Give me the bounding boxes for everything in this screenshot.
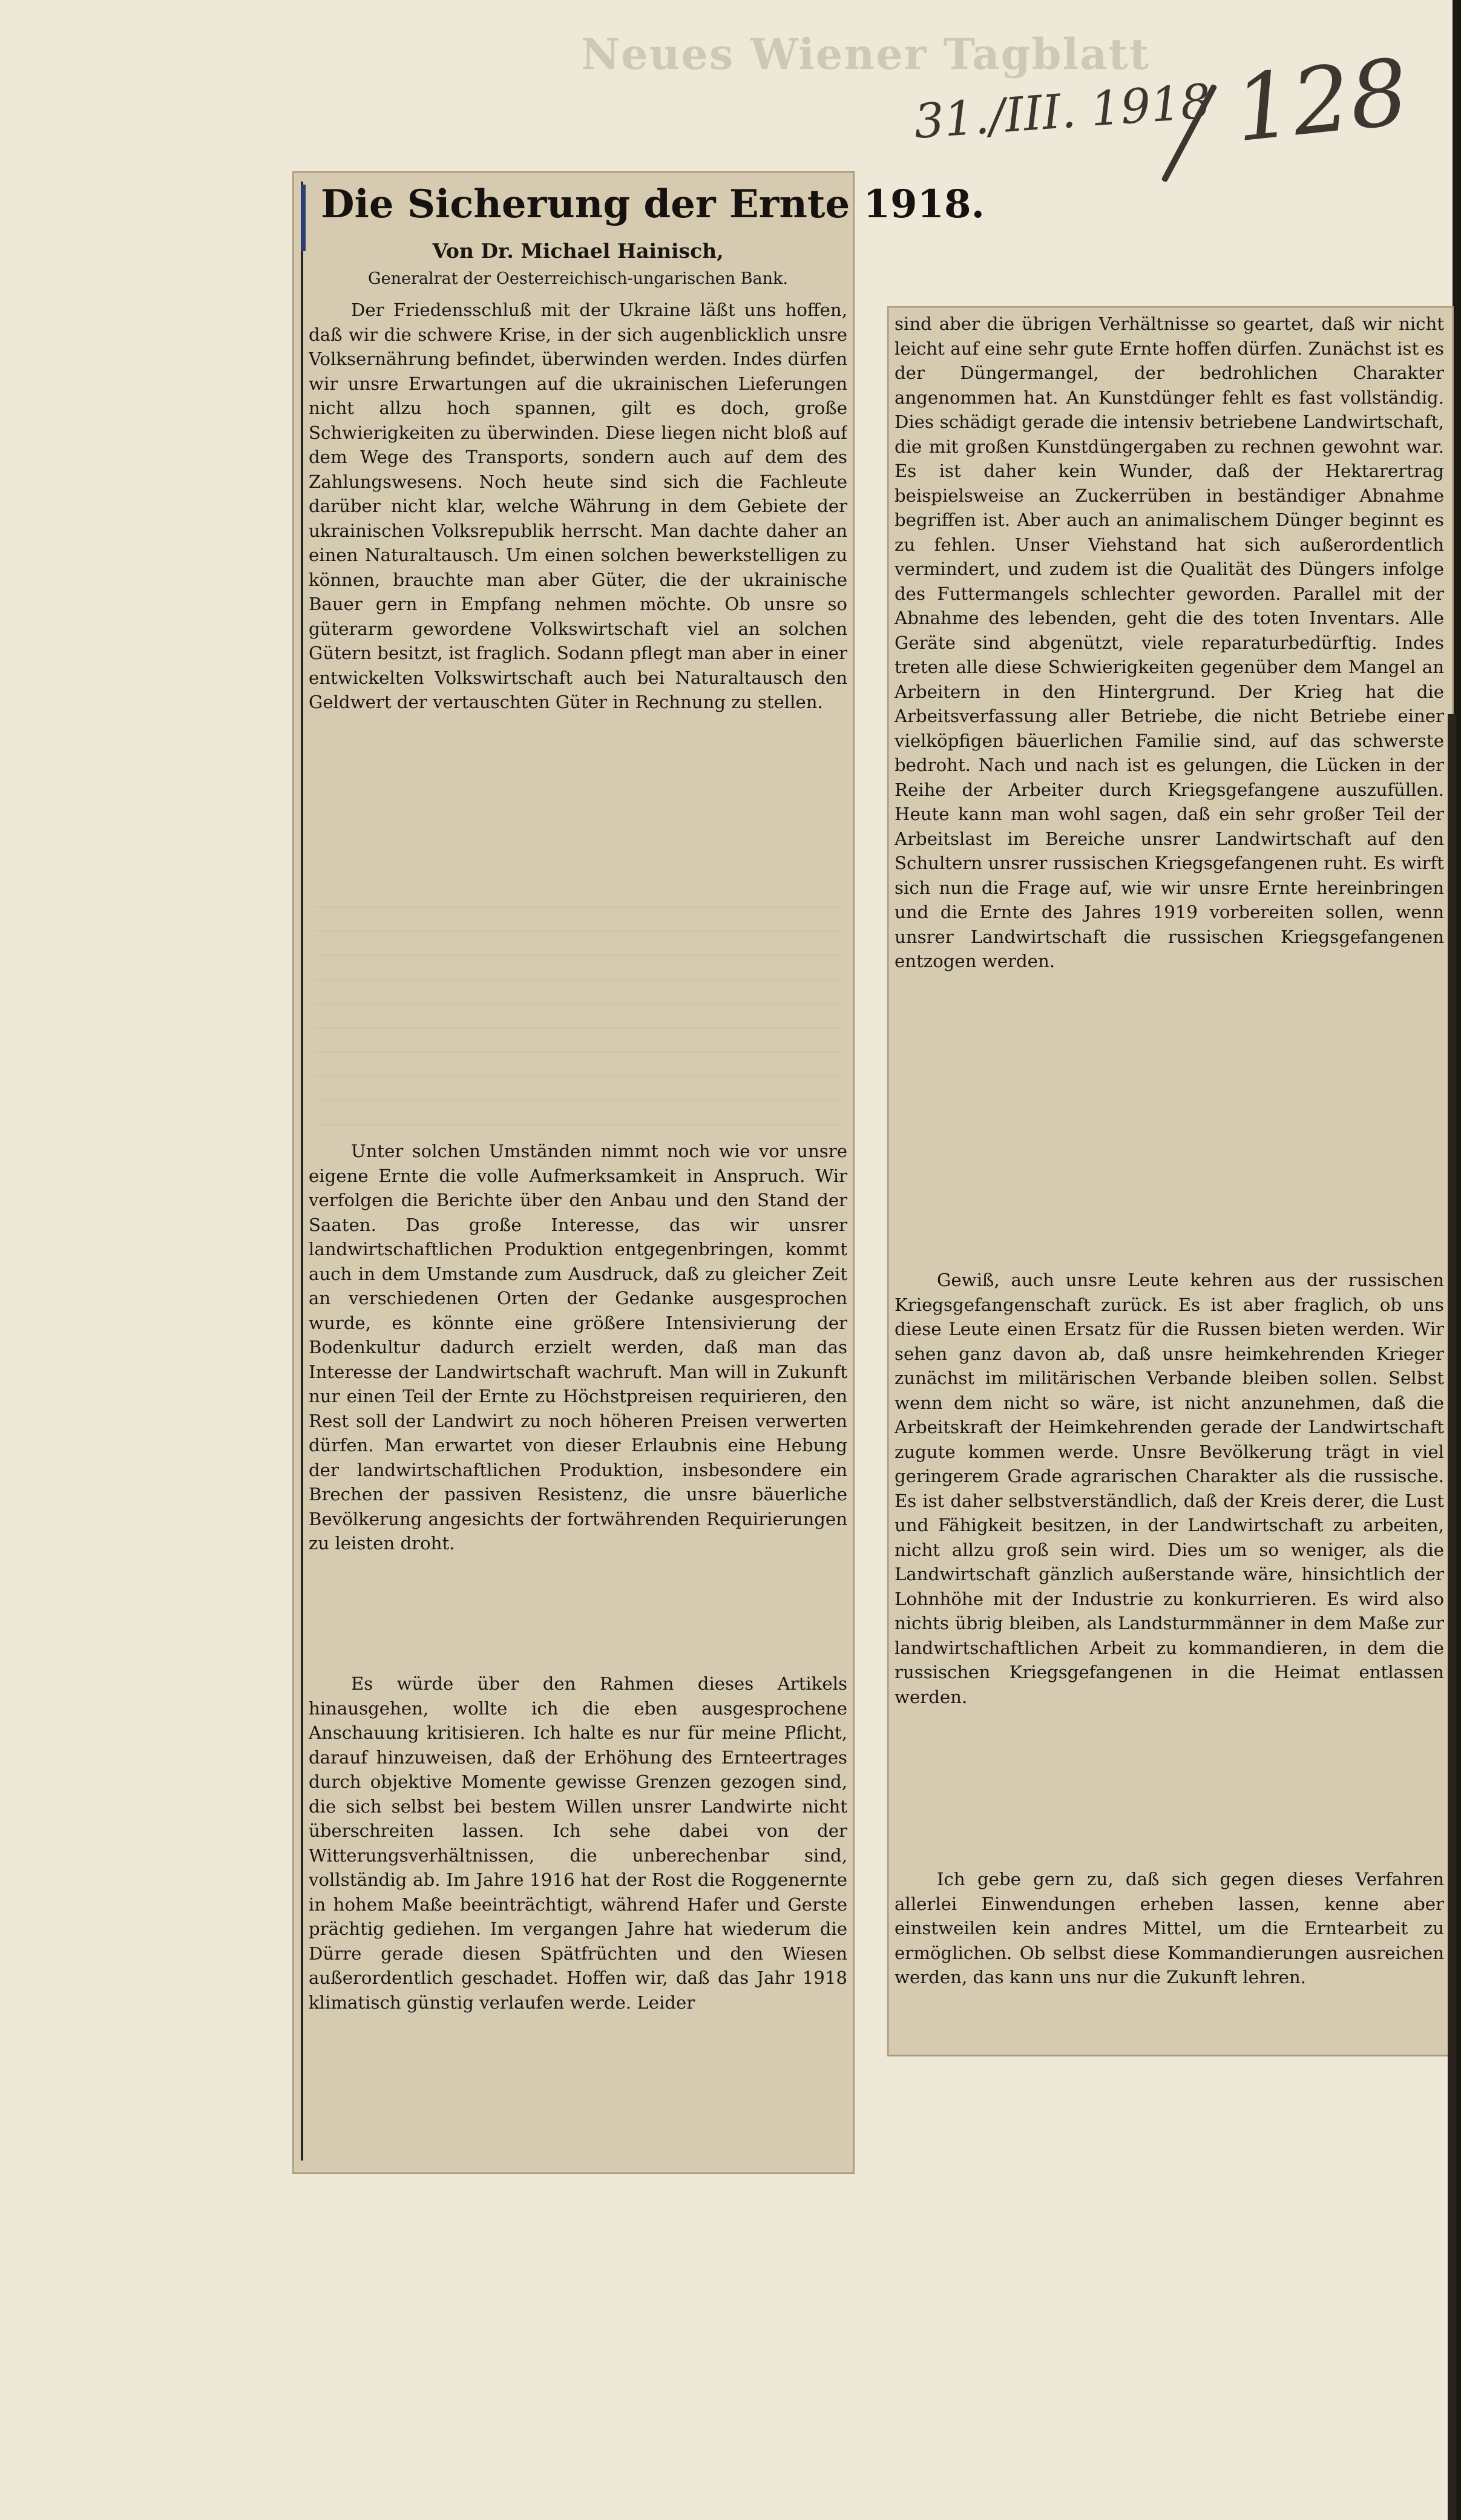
blue-pencil-mark — [301, 185, 306, 251]
handwritten-date: 31./III. 1918 — [912, 74, 1213, 150]
faded-print-area — [315, 884, 841, 1126]
author-affiliation: Generalrat der Oesterreichisch-ungarischen Bank. — [368, 269, 788, 288]
article-paragraph-1: Der Friedensschluß mit der Ukraine läßt uns hoffen, daß wir die schwere Krise, in der sich augenblicklich unsre Volksernährung befindet, überwinden werden. Indes dürfen wir unsre Erwartungen auf die ukrainischen Lieferungen nicht allzu hoch spannen, gilt es doch, große Schwierigkeiten zu überwinden. Diese liegen nicht bloß auf dem Wege des Transports, sondern auch auf dem des Zahlungswesens. Noch heute sind sich die Fachleute darüber nicht klar, welche Währung in dem Gebiete der ukrainischen Volksrepublik herrscht. Man dachte daher an einen Naturaltausch. Um einen solchen bewerkstelligen zu können, brauchte man aber Güter, die der ukrainische Bauer gern in Empfang nehmen möchte. Ob unsre so güterarm gewordene Volkswirtschaft viel an solchen Gütern besitzt, ist fraglich. Sodann pflegt man aber in einer entwickelten Volkswirtschaft auch bei Naturaltausch den Geldwert der vertauschten Güter in Rechnung zu stellen. — [309, 300, 847, 712]
article-paragraph-6: Ich gebe gern zu, daß sich gegen dieses Verfahren allerlei Einwendungen erheben lassen, kenne aber einstweilen kein andres Mittel, um die Erntearbeit zu ermöglichen. Ob selbst diese Kommandierungen ausreichen werden, das kann uns nur die Zukunft lehren. — [895, 1869, 1444, 1987]
article-byline: Von Dr. Michael Hainisch, — [432, 239, 724, 263]
handwritten-page-number: 128 — [1229, 39, 1413, 163]
newspaper-name-stamp: Neues Wiener Tagblatt — [581, 29, 1151, 79]
article-paragraph-3: Es würde über den Rahmen dieses Artikels hinausgehen, wollte ich die eben ausgesprochene Anschauung kritisieren. Ich halte es nur für meine Pflicht, darauf hinzuweisen, daß der Erhöhung des Ernteertrages durch objektive Momente gewisse Grenzen gezogen sind, die sich selbst bei bestem Willen unsrer Landwirte nicht überschreiten lassen. Ich sehe dabei von der Witterungsverhältnissen, die unberechenbar sind, vollständig ab. Im Jahre 1916 hat der Rost die Roggenernte in hohem Maße beeinträchtigt, während Hafer und Gerste prächtig gediehen. Im vergangen Jahre hat wiederum die Dürre gerade diesen Spätfrüchten und den Wiesen außerordentlich geschadet. Hoffen wir, daß das Jahr 1918 klimatisch günstig verlaufen werde. Leider — [309, 1673, 847, 2013]
article-paragraph-4: sind aber die übrigen Verhältnisse so geartet, daß wir nicht leicht auf eine sehr gute Ernte hoffen dürfen. Zunächst ist es der Düngermangel, der bedrohlichen Charakter angenommen hat. An Kunstdünger fehlt es fast vollständig. Dies schädigt gerade die intensiv betriebene Landwirtschaft, die mit großen Kunstdüngergaben zu rechnen gewohnt war. Es ist daher kein Wunder, daß der Hektarertrag beispielsweise an Zuckerrüben in beständiger Abnahme begriffen ist. Aber auch an animalischem Dünger beginnt es zu fehlen. Unser Viehstand hat sich außerordentlich vermindert, und zudem ist die Qualität des Düngers infolge des Futtermangels schlechter geworden. Parallel mit der Abnahme des lebenden, geht die des toten Inventars. Alle Geräte sind abgenützt, viele reparaturbedürftig. Indes treten alle diese Schwierigkeiten gegenüber dem Mangel an Arbeitern in den Hintergrund. Der Krieg hat die Arbeitsverfassung aller Betriebe, die nicht Betriebe einer vielköpfigen bäuerlichen Familie sind, auf das schwerste bedroht. Nach und nach ist es gelungen, die Lücken in der Reihe der Arbeiter durch Kriegsgefangene auszufüllen. Heute kann man wohl sagen, daß ein sehr großer Teil der Arbeitslast im Bereiche unsrer Landwirtschaft auf den Schultern unsrer russischen Kriegsgefangenen ruht. Es wirft sich nun die Frage auf, wie wir unsre Ernte hereinbringen und die Ernte des Jahres 1919 vorbereiten sollen, wenn unsrer Landwirtschaft die russischen Kriegsgefangenen entzogen werden. — [895, 313, 1444, 971]
article-title: Die Sicherung der Ernte 1918. — [321, 182, 985, 227]
article-paragraph-2: Unter solchen Umständen nimmt noch wie vor unsre eigene Ernte die volle Aufmerksamkeit in Anspruch. Wir verfolgen die Berichte über den Anbau und den Stand der Saaten. Das große Interesse, das wir unsrer landwirtschaftlichen Produktion entgegenbringen, kommt auch in dem Umstande zum Ausdruck, daß zu gleicher Zeit an verschiedenen Orten der Gedanke ausgesprochen wurde, es könnte eine größere Intensivierung der Bodenkultur dadurch erzielt werden, daß man das Interesse der Landwirtschaft wachruft. Man will in Zukunft nur einen Teil der Ernte zu Höchstpreisen requirieren, den Rest soll der Landwirt zu noch höheren Preisen verwerten dürfen. Man erwartet von dieser Erlaubnis eine Hebung der landwirtschaftlichen Produktion, insbesondere ein Brechen der passiven Resistenz, die unsre bäuerliche Bevölkerung angesichts der fortwährenden Requirierungen zu leisten droht. — [309, 1141, 847, 1554]
article-paragraph-5: Gewiß, auch unsre Leute kehren aus der russischen Kriegsgefangenschaft zurück. Es ist aber fraglich, ob uns diese Leute einen Ersatz für die Russen bieten werden. Wir sehen ganz davon ab, daß unsre heimkehrenden Krieger zunächst im militärischen Verbande bleiben sollen. Selbst wenn dem nicht so wäre, ist nicht anzunehmen, daß die Arbeitskraft der Heimkehrenden gerade der Landwirtschaft zugute kommen werde. Unsre Bevölkerung trägt in viel geringerem Grade agrarischen Charakter als die russische. Es ist daher selbstverständlich, daß der Kreis derer, die Lust und Fähigkeit besitzen, in der Landwirtschaft zu arbeiten, nicht allzu groß sein wird. Dies um so weniger, als die Landwirtschaft gänzlich außerstande wäre, hinsichtlich der Lohnhöhe mit der Industrie zu konkurrieren. Es wird also nichts übrig bleiben, als Landsturmmänner in dem Maße zur landwirtschaftlichen Arbeit zu kommandieren, in dem die russischen Kriegsgefangenen in die Heimat entlassen werden. — [895, 1270, 1444, 1707]
column-rule — [301, 182, 303, 2161]
